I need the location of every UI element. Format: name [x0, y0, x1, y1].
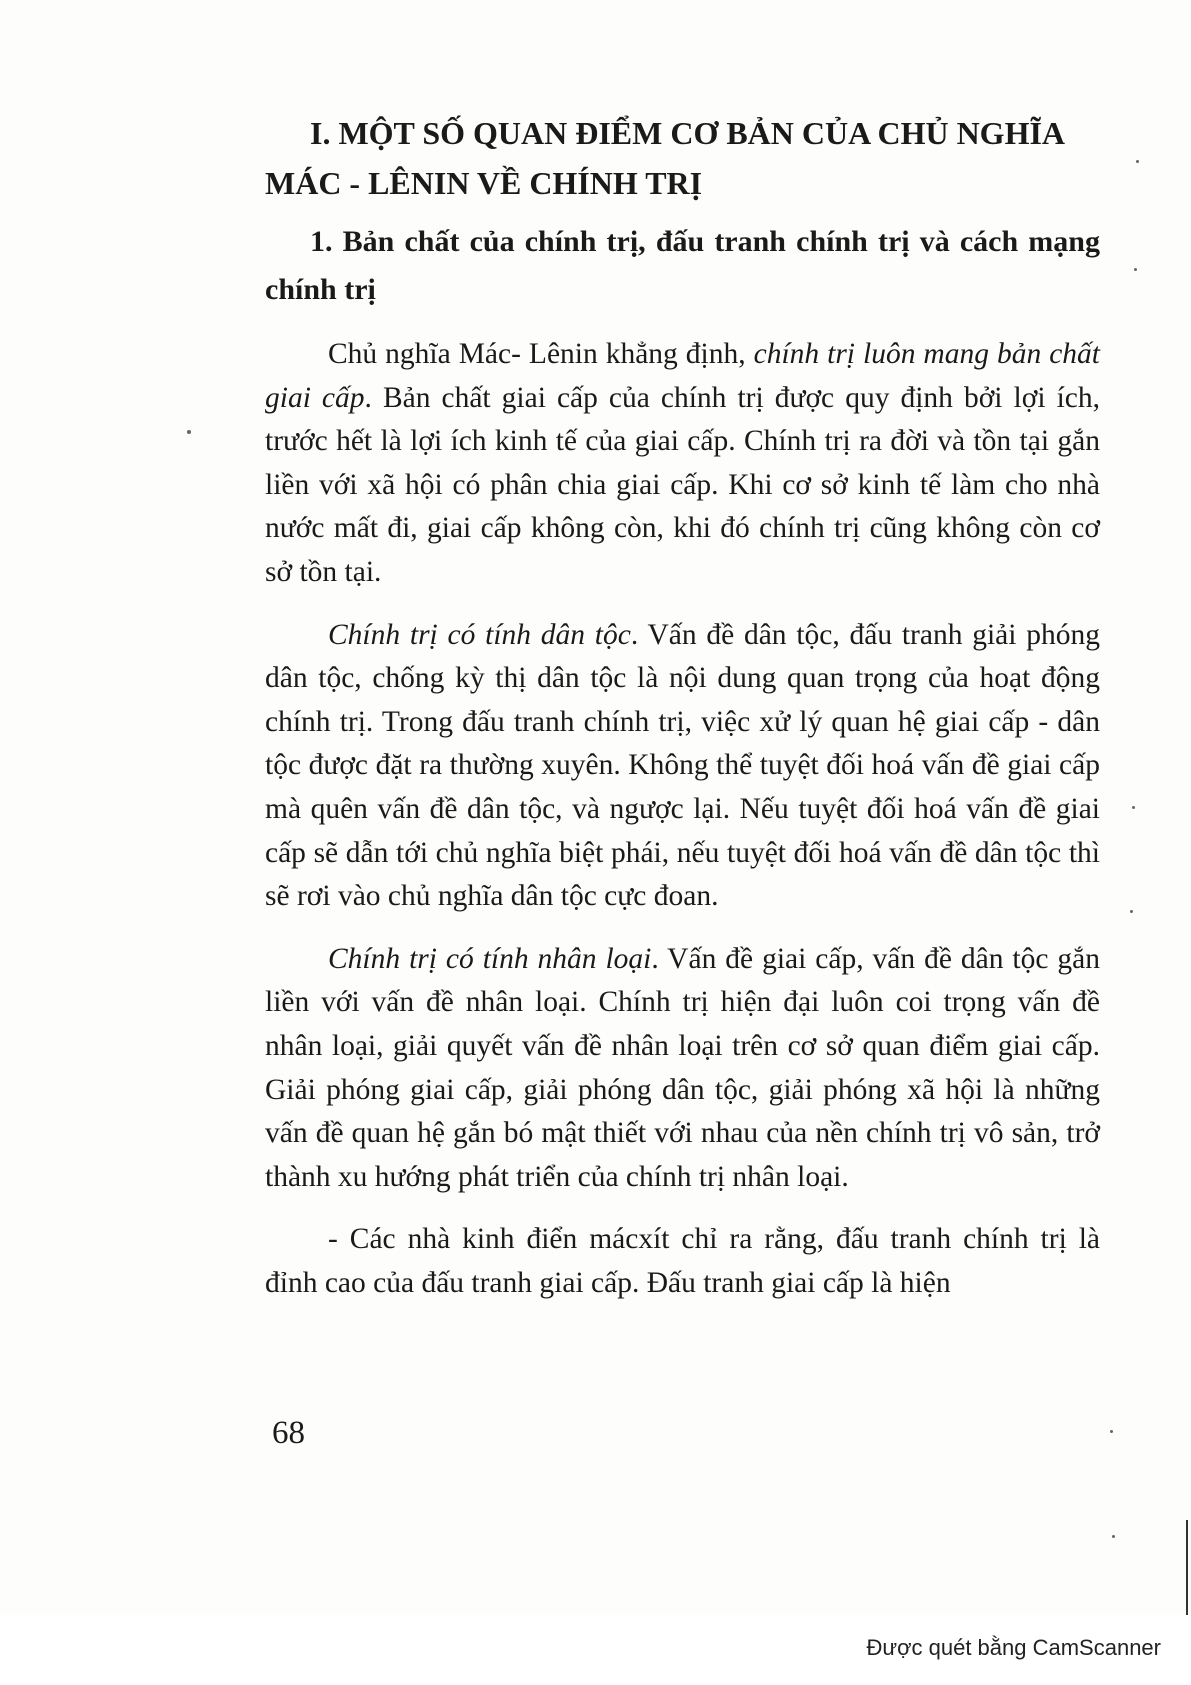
scan-speck [1134, 268, 1137, 271]
paragraph-3-body: . Vấn đề giai cấp, vấn đề dân tộc gắn liền với vấn đề nhân loại. Chính trị hiện đại luôn coi trọng vấn đề nhân loại, giải quyết vấn đề nhân loại trên cơ sở quan điểm giai cấp. Giải phóng giai cấp, giải phóng dân tộc, giải phóng xã hội là những vấn đề quan hệ gắn bó mật thiết với nhau của nền chính trị vô sản, trở thành xu hướng phát triển của chính trị nhân loại. [265, 942, 1101, 1193]
page-content [265, 108, 1100, 1305]
scan-speck [187, 430, 191, 434]
section-heading [265, 108, 1100, 208]
paragraph-3 [265, 938, 1100, 1200]
paragraph-2-emphasis: Chính trị có tính dân tộc [328, 618, 631, 651]
paragraph-1-emphasis: chính trị luôn mang bản chất giai cấp [265, 338, 1100, 414]
scan-speck [1130, 910, 1133, 913]
section-heading-line-1: I. MỘT SỐ QUAN ĐIỂM CƠ BẢN CỦA CHỦ NGHĨA [310, 115, 1066, 151]
scan-speck [1112, 1535, 1115, 1538]
scan-speck [1132, 806, 1135, 809]
page-number: 68 [272, 1415, 305, 1451]
paragraph-1 [265, 333, 1100, 595]
paragraph-4 [265, 1218, 1100, 1305]
paragraph-3-emphasis: Chính trị có tính nhân loại [328, 942, 652, 975]
paragraph-2 [265, 614, 1100, 919]
scanner-watermark: Được quét bằng CamScanner [866, 1635, 1161, 1660]
scan-speck [1136, 160, 1139, 163]
scan-speck [1110, 1430, 1113, 1433]
paragraph-1-body: . Bản chất giai cấp của chính trị được quy định bởi lợi ích, trước hết là lợi ích kinh tế của giai cấp. Chính trị ra đời và tồn tại gắn liền với xã hội có phân chia giai cấp. Khi cơ sở kinh tế làm cho nhà nước mất đi, giai cấp không còn, khi đó chính trị cũng không còn cơ sở tồn tại. [265, 381, 1100, 588]
subsection-heading: 1. Bản chất của chính trị, đấu tranh chính trị và cách mạng chính trị [265, 225, 1100, 306]
paragraph-2-body: . Vấn đề dân tộc, đấu tranh giải phóng dân tộc, chống kỳ thị dân tộc là nội dung quan trọng của hoạt động chính trị. Trong đấu tranh chính trị, việc xử lý quan hệ giai cấp - dân tộc được đặt ra thường xuyên. Không thể tuyệt đối hoá vấn đề giai cấp mà quên vấn đề dân tộc, và ngược lại. Nếu tuyệt đối hoá vấn đề giai cấp sẽ dẫn tới chủ nghĩa biệt phái, nếu tuyệt đối hoá vấn đề dân tộc thì sẽ rơi vào chủ nghĩa dân tộc cực đoan. [265, 618, 1100, 913]
paragraph-4-body: - Các nhà kinh điển mácxít chỉ ra rằng, đấu tranh chính trị là đỉnh cao của đấu tranh giai cấp. Đấu tranh giai cấp là hiện [265, 1223, 1100, 1299]
scan-edge-line [1186, 1520, 1188, 1615]
section-heading-line-2: MÁC - LÊNIN VỀ CHÍNH TRỊ [265, 165, 703, 201]
paragraph-1-lead: Chủ nghĩa Mác- Lênin khẳng định, [328, 338, 754, 370]
